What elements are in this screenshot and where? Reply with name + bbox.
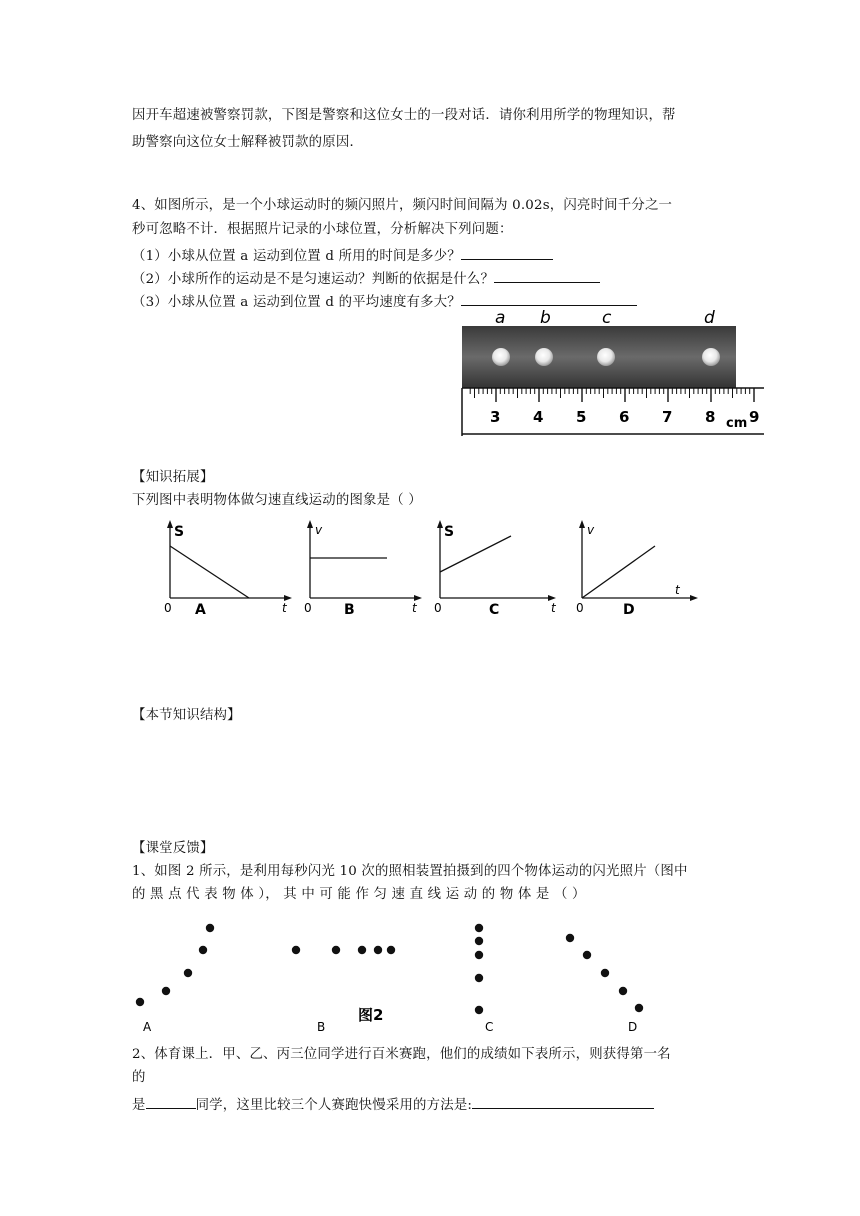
q4-line-2: 秒可忽略不计．根据照片记录的小球位置，分析解决下列问题：: [132, 222, 513, 237]
graph-a-line: [170, 546, 249, 598]
ruler-num-3: 3: [490, 408, 501, 426]
feedback-q2-blank-2[interactable]: [472, 1094, 654, 1109]
graph-a-option: A: [195, 602, 206, 616]
graph-a-x-label: t: [282, 601, 287, 615]
ruler-num-9: 9: [749, 408, 760, 426]
feedback-q1-line-1: 1、如图 2 所示，是利用每秒闪光 10 次的照相装置拍摄到的四个物体运动的闪光照片（图中: [132, 864, 688, 879]
graph-a-origin: 0: [164, 601, 172, 615]
graph-d-origin: 0: [576, 601, 584, 615]
graph-c-line: [440, 536, 511, 572]
ball-c: [597, 348, 615, 366]
ruler-num-7: 7: [662, 408, 673, 426]
ruler-num-8: 8: [705, 408, 716, 426]
q4-sub-3-text: （3）小球从位置 a 运动到位置 d 的平均速度有多大？: [132, 295, 461, 310]
graph-d-x-label: t: [675, 583, 680, 597]
graph-b-option: B: [344, 602, 355, 616]
graph-d: [569, 518, 704, 616]
graph-b: [297, 518, 427, 616]
intro-line-2: 助警察向这位女士解释被罚款的原因．: [132, 135, 364, 150]
intro-line-1: 因开车超速被警察罚款，下图是警察和这位女士的一段对话．请你利用所学的物理知识，帮: [132, 108, 676, 123]
label-c: c: [602, 308, 612, 328]
graph-d-line: [582, 546, 655, 598]
dots-b: [292, 946, 395, 954]
strobe-photo: [460, 306, 766, 438]
fig2-option-d: D: [628, 1020, 638, 1034]
feedback-q2-line-3: [132, 1094, 654, 1115]
ball-d: [702, 348, 720, 366]
feedback-q1-line-2: 的 黑 点 代 表 物 体 ）， 其 中 可 能 作 匀 速 直 线 运 动 的 物 体 是 （ ）: [132, 887, 586, 902]
graph-b-y-label: v: [315, 523, 323, 537]
label-d: d: [704, 308, 715, 328]
ruler-unit: cm: [726, 416, 748, 431]
graph-c: [427, 518, 562, 616]
extension-question: 下列图中表明物体做匀速直线运动的图象是（ ）: [132, 493, 422, 508]
feedback-q2-line-3b: 同学，这里比较三个人赛跑快慢采用的方法是:: [195, 1098, 473, 1113]
ball-a: [492, 348, 510, 366]
fig2-caption: 图2: [358, 1006, 384, 1024]
figure-2-dots: [130, 918, 660, 1036]
graph-b-x-label: t: [412, 601, 417, 615]
label-b: b: [540, 308, 551, 328]
structure-heading: 【本节知识结构】: [132, 708, 241, 723]
graph-c-origin: 0: [434, 601, 442, 615]
ruler-num-5: 5: [576, 408, 587, 426]
graph-c-x-label: t: [551, 601, 556, 615]
graph-d-option: D: [623, 602, 635, 616]
q4-answer-blank-2[interactable]: [494, 268, 600, 283]
q4-line-1: 4、如图所示，是一个小球运动时的频闪照片，频闪时间间隔为 0.02s，闪亮时间千分之一: [132, 198, 673, 213]
feedback-q2-blank-1[interactable]: [146, 1094, 196, 1109]
graph-d-y-label: v: [587, 523, 595, 537]
feedback-q2-line-3a: 是: [132, 1098, 146, 1113]
feedback-q2-line-2: 的: [132, 1070, 146, 1085]
dots-a: [136, 924, 214, 1006]
graph-b-origin: 0: [304, 601, 312, 615]
feedback-heading: 【课堂反馈】: [132, 841, 214, 856]
dots-d: [566, 934, 643, 1012]
extension-heading: 【知识拓展】: [132, 470, 214, 485]
graph-c-y-label: S: [444, 524, 455, 540]
graph-c-option: C: [489, 602, 500, 616]
fig2-option-c: C: [485, 1020, 494, 1034]
q4-sub-1-text: （1）小球从位置 a 运动到位置 d 所用的时间是多少？: [132, 249, 461, 264]
fig2-option-b: B: [317, 1020, 326, 1034]
dots-c: [475, 924, 483, 1014]
graph-a-y-label: S: [174, 524, 185, 540]
q4-answer-blank-3[interactable]: [461, 291, 637, 306]
label-a: a: [495, 308, 506, 328]
fig2-option-a: A: [143, 1020, 152, 1034]
ruler-num-6: 6: [619, 408, 630, 426]
q4-sub-2-text: （2）小球所作的运动是不是匀速运动？判断的依据是什么？: [132, 272, 495, 287]
ball-b: [535, 348, 553, 366]
feedback-q2-line-1: 2、体育课上．甲、乙、丙三位同学进行百米赛跑，他们的成绩如下表所示，则获得第一名: [132, 1047, 671, 1062]
q4-sub-2: [132, 268, 600, 289]
q4-sub-1: [132, 245, 553, 266]
q4-answer-blank-1[interactable]: [461, 245, 553, 260]
ruler-num-4: 4: [533, 408, 544, 426]
graph-a: [157, 518, 297, 616]
